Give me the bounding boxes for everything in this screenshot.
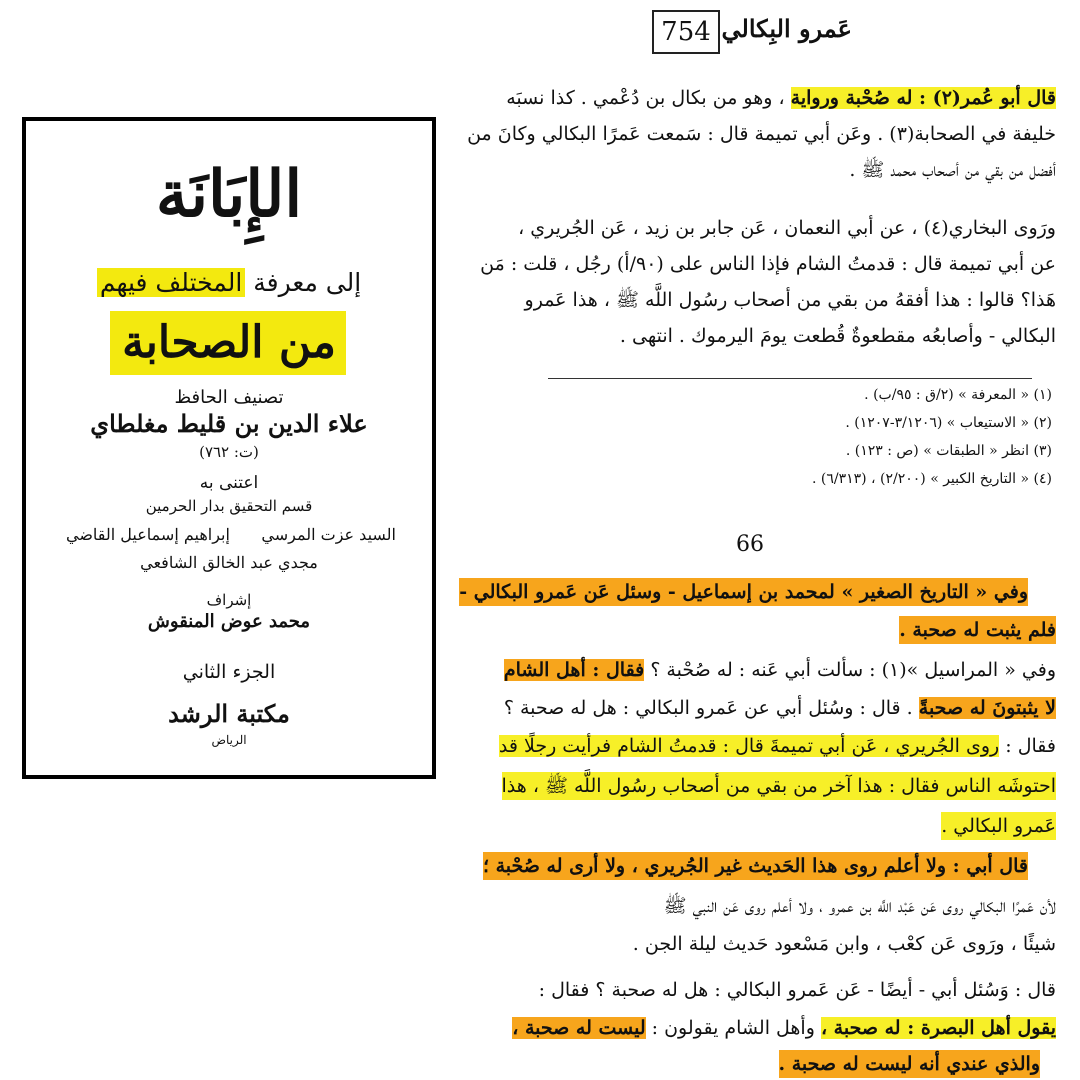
footnote: (٤) « التاريخ الكبير » (٢/٢٠٠) ، (٦/٣١٣) . [811,471,1052,487]
cover-editor3: مجدي عبد الخالق الشافعي [140,553,318,572]
highlight-orange: لا يثبتونَ له صحبةً [918,697,1056,719]
text-line: أفضل من بقي من أصحاب محمد ﷺ . [849,159,1056,181]
cover-dept: قسم التحقيق بدار الحرمين [145,497,313,515]
cover-editor-label: اعتنى به [199,473,259,493]
text-line: قال : وَسُئل أبي - أيضًا - عَن عَمرو البكالي : هل له صحبة ؟ فقال : [538,979,1056,1001]
text-span: فقال : [1005,735,1056,757]
cover-editor2: إبراهيم إسماعيل القاضي [66,525,230,544]
highlight-yellow: قال أبو عُمر(٢) : له صُحْبة ورواية [790,87,1056,109]
cover-tasnif: تصنيف الحافظ [174,387,284,408]
page-number-box: 754 [652,10,720,54]
highlight-yellow: احتوشَه الناس فقال : هذا آخر من بقي من أصحاب رسُول اللَّه ﷺ ، هذا [502,772,1056,800]
text-line [512,1014,1056,1042]
text-line: عن أبي تميمة قال : قدمتُ الشام فإذا الناس على (٩٠/أ) رجُل ، قلت : مَن [480,253,1056,275]
text-line: شيئًا ، ورَوى عَن كعْب ، وابن مَسْعود حَديث ليلة الجن . [632,933,1056,955]
cover-supervision-label: إشراف [206,591,252,609]
text-line [506,84,1056,112]
highlight-yellow: يقول أهل البصرة : له صحبة ، [820,1017,1056,1039]
text-span: . قال : وسُئل أبي عن عَمرو البكالي : هل له صحبة ؟ [503,697,913,719]
text-line: ورَوى البخاري(٤) ، عن أبي النعمان ، عَن جابر بن زيد ، عَن الجُريري ، [518,217,1056,239]
cover-supervisor: محمد عوض المنقوش [147,611,311,632]
footnote-divider [548,378,1032,379]
footnote: (١) « المعرفة » (٢/ق : ٩٥/ب) . [864,387,1052,403]
text-line [504,656,1056,684]
cover-subtitle-b: من الصحابة [122,317,336,368]
text-line: هَذا؟ قالوا : هذا أفقهُ من بقي من أصحاب رسُول اللَّه ﷺ ، هذا عَمرو [524,289,1056,311]
highlight-orange: والذي عندي أنه ليست له صحبة . [779,1050,1040,1078]
highlight-orange: فلم يثبت له صحبة . [899,616,1056,644]
text-line: لأن عَمرًا البكالي روى عَن عَبْد اللَّه بن عمرو ، ولا أعلم روى عَن النبي ﷺ [663,895,1056,917]
text-span: وأهل الشام يقولون : [651,1017,815,1039]
cover-subtitle-a: إلى معرفة [253,268,362,297]
cover-death: (ت: ٧٦٢) [199,443,259,461]
text-line: البكالي - وأصابعُه مقطعوةٌ قُطعت يومَ اليرموك . انتهى . [619,325,1056,347]
entry-title: عَمرو البِكالي [721,14,852,43]
text-span: ، وهو من بكال بن دُعْمي . كذا نسبَه [506,87,785,109]
cover-city: الرياض [211,733,247,747]
footnote: (٣) انظر « الطبقات » (ص : ١٢٣) . [845,443,1052,459]
cover-publisher-logo: مكتبة الرشد [168,699,290,728]
cover-subtitle-highlight: المختلف فيهم [97,268,245,297]
highlight-yellow: عَمرو البكالي . [941,812,1056,840]
text-line [499,732,1056,760]
footnote: (٢) « الاستيعاب » (٣/١٢٠٦-١٢٠٧) . [845,415,1052,431]
highlight-orange: فقال : أهل الشام [503,659,645,681]
cover-editors-row [66,525,396,544]
highlight-orange: قال أبي : ولا أعلم روى هذا الحَديث غير الجُريري ، ولا أرى له صُحْبة ؛ [483,852,1028,880]
cover-author: علاء الدين بن قليط مغلطاي [90,409,368,438]
highlight-orange: وفي « التاريخ الصغير » لمحمد بن إسماعيل - وسئل عَن عَمرو البكالي - [459,578,1028,606]
text-span: وفي « المراسيل »(١) : سألت أبي عَنه : له صُحْبة ؟ [650,659,1056,681]
highlight-yellow: روى الجُريري ، عَن أبي تميمةَ قال : قدمتُ الشام فرأيت رجلًا قد [498,735,1000,757]
cover-editor1: السيد عزت المرسي [261,525,396,544]
cover-volume: الجزء الثاني [182,661,276,683]
page-number: 66 [736,532,764,557]
text-line: خليفة في الصحابة(٣) . وعَن أبي تميمة قال : سَمعت عَمرًا البكالي وكانَ من [467,123,1056,145]
page-header [652,10,852,54]
cover-subtitle [26,265,432,301]
text-line [504,694,1056,722]
highlight-orange: ليست له صحبة ، [512,1017,646,1039]
book-cover [22,117,436,779]
cover-title: الإِبَانَة [155,157,303,232]
